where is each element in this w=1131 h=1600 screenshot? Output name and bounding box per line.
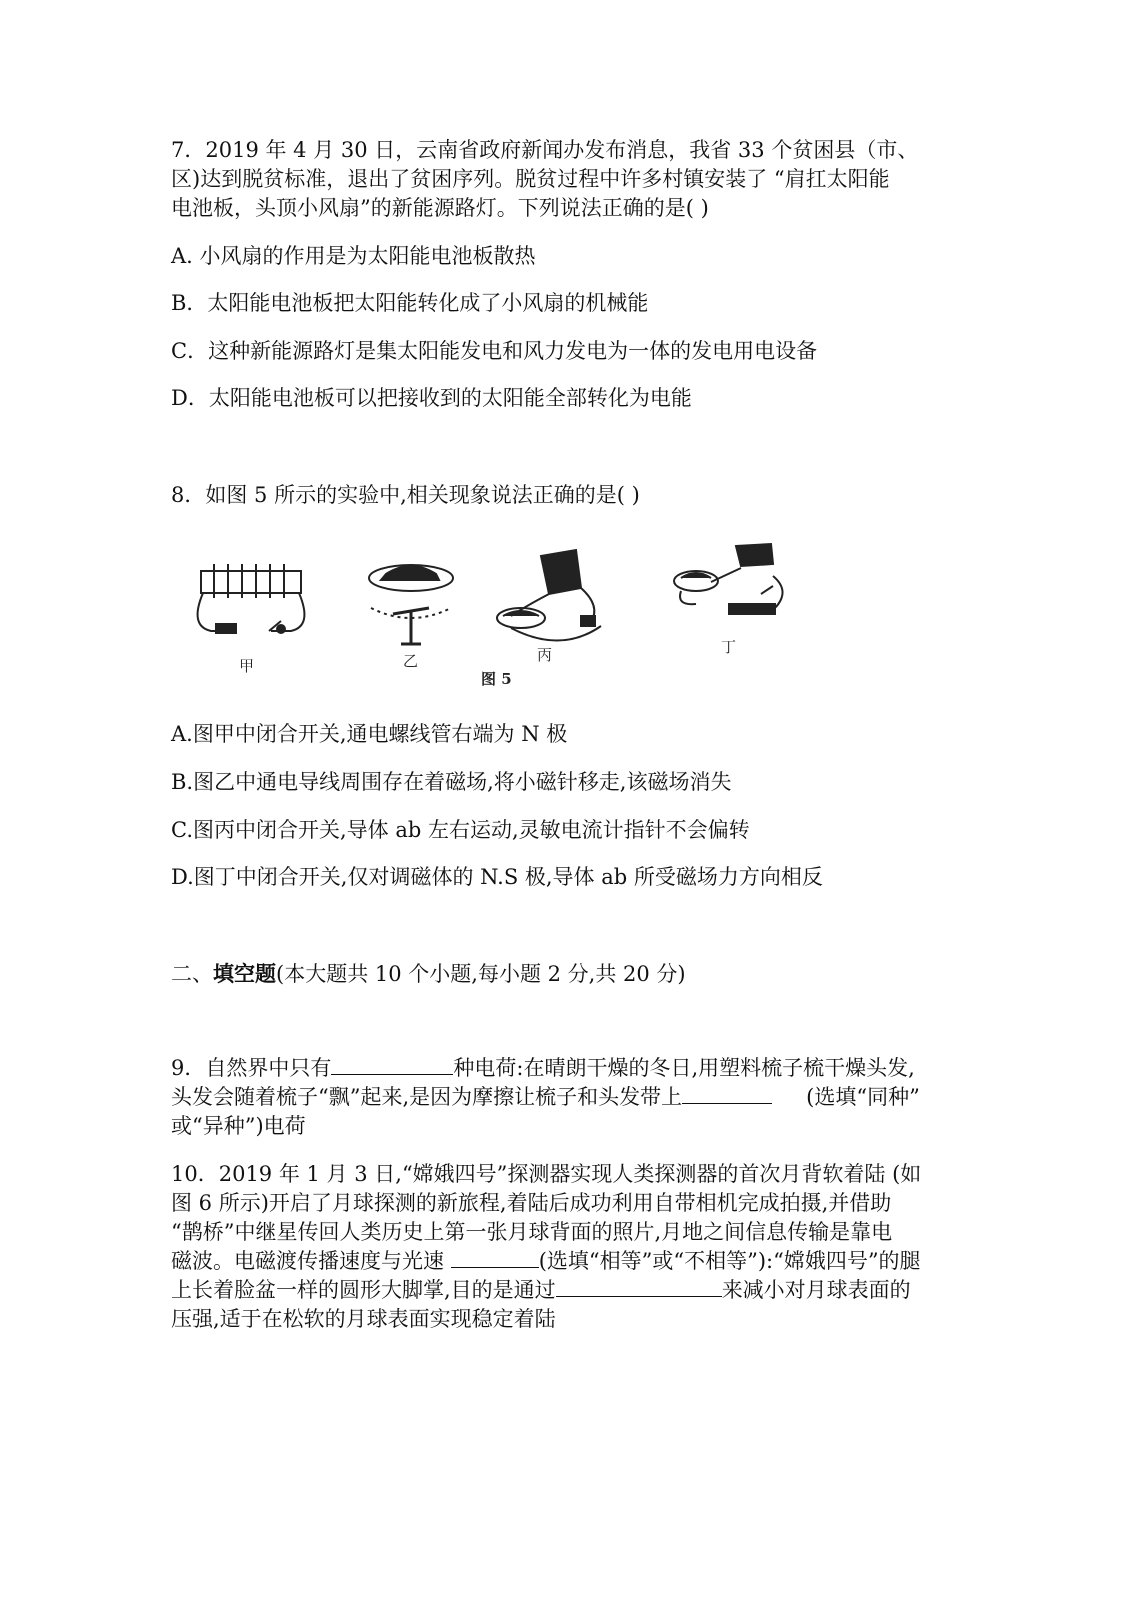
q7-stem-line-2: 区)达到脱贫标准，退出了贫困序列。脱贫过程中许多村镇安装了 “肩扛太阳能 bbox=[171, 167, 890, 191]
figure-5 bbox=[181, 536, 821, 696]
figure-label-ding: 丁 bbox=[721, 638, 737, 656]
q9-text-2b: (选填“同种” bbox=[806, 1085, 920, 1109]
q9-line-2 bbox=[171, 1083, 920, 1112]
q10-line-1: 10．2019 年 1 月 3 日,“嫦娥四号”探测器实现人类探测器的首次月背软着陆 (如 bbox=[171, 1162, 922, 1186]
q9-blank-2 bbox=[682, 1083, 772, 1104]
q7-option-d: D．太阳能电池板可以把接收到的太阳能全部转化为电能 bbox=[171, 386, 692, 410]
q8-option-c: C.图丙中闭合开关,导体 ab 左右运动,灵敏电流计指针不会偏转 bbox=[171, 818, 750, 842]
q10-line-3: “鹊桥”中继星传回人类历史上第一张月球背面的照片,月地之间信息传输是靠电 bbox=[171, 1220, 893, 1244]
q10-text-4b: (选填“相等”或“不相等”):“嫦娥四号”的腿 bbox=[538, 1249, 921, 1273]
question-7 bbox=[171, 136, 918, 223]
figure-label-bing: 丙 bbox=[537, 646, 553, 664]
figure-jia-solenoid-circuit bbox=[198, 564, 305, 633]
q7-option-a: A. 小风扇的作用是为太阳能电池板散热 bbox=[171, 244, 536, 268]
q10-text-4a: 磁波。电磁渡传播速度与光速 bbox=[171, 1249, 451, 1273]
q10-line-2: 图 6 所示)开启了月球探测的新旅程,着陆后成功利用自带相机完成拍摄,并借助 bbox=[171, 1191, 892, 1215]
question-9 bbox=[171, 1054, 920, 1141]
section-2-description: (本大题共 10 个小题,每小题 2 分,共 20 分) bbox=[276, 962, 686, 986]
figure-caption: 图 5 bbox=[481, 670, 512, 688]
section-2-prefix: 二、 bbox=[171, 962, 213, 986]
q9-line-3: 或“异种”)电荷 bbox=[171, 1114, 306, 1138]
figure-label-jia: 甲 bbox=[239, 657, 255, 675]
q9-blank-1 bbox=[331, 1054, 453, 1075]
q9-line-1 bbox=[171, 1054, 920, 1083]
q8-option-b: B.图乙中通电导线周围存在着磁场,将小磁针移走,该磁场消失 bbox=[171, 770, 732, 794]
q8-stem: 8．如图 5 所示的实验中,相关现象说法正确的是( ) bbox=[171, 483, 640, 507]
q7-stem-line-3: 电池板，头顶小风扇”的新能源路灯。下列说法正确的是( ) bbox=[171, 196, 709, 220]
q7-option-c: C．这种新能源路灯是集太阳能发电和风力发电为一体的发电用电设备 bbox=[171, 339, 818, 363]
q10-line-5 bbox=[171, 1276, 921, 1305]
section-2-title: 填空题 bbox=[213, 961, 276, 986]
q10-line-4 bbox=[171, 1247, 921, 1276]
question-10 bbox=[171, 1160, 921, 1334]
q10-blank-2 bbox=[556, 1276, 722, 1297]
figure-yi-oersted bbox=[369, 565, 453, 644]
q9-text-2a: 头发会随着梳子“飘”起来,是因为摩擦让梳子和头发带上 bbox=[171, 1085, 683, 1109]
q7-stem-line-1: 7．2019 年 4 月 30 日，云南省政府新闻办发布消息，我省 33 个贫困县（市、 bbox=[171, 138, 919, 162]
q7-option-b: B．太阳能电池板把太阳能转化成了小风扇的机械能 bbox=[171, 291, 649, 315]
q10-line-6: 压强,适于在松软的月球表面实现稳定着陆 bbox=[171, 1307, 556, 1331]
figure-ding-motor bbox=[674, 544, 783, 614]
q8-option-d: D.图丁中闭合开关,仅对调磁体的 N.S 极,导体 ab 所受磁场力方向相反 bbox=[171, 865, 823, 889]
q10-text-5a: 上长着脸盆一样的圆形大脚掌,目的是通过 bbox=[171, 1278, 556, 1302]
q10-blank-1 bbox=[451, 1247, 539, 1268]
figure-bing-induction bbox=[497, 550, 601, 641]
q9-text-1b: 种电荷:在晴朗干燥的冬日,用塑料梳子梳干燥头发, bbox=[453, 1056, 915, 1080]
q9-text-1a: 9．自然界中只有 bbox=[171, 1056, 332, 1080]
section-2-heading bbox=[171, 959, 686, 989]
q10-text-5b: 来减小对月球表面的 bbox=[721, 1278, 911, 1302]
q8-option-a: A.图甲中闭合开关,通电螺线管右端为 N 极 bbox=[171, 722, 568, 746]
figure-label-yi: 乙 bbox=[403, 652, 419, 670]
